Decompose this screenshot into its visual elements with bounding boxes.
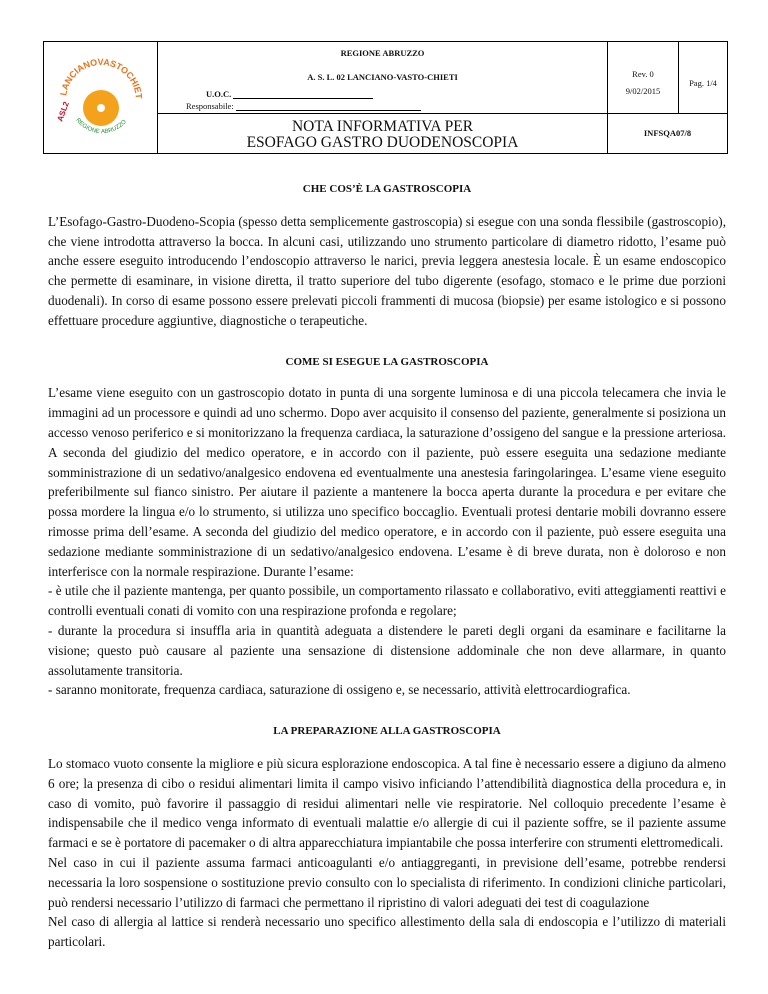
section-preparation-paragraph-1: Lo stomaco vuoto consente la migliore e più sicura esplorazione endoscopica. A tal fine è necessario essere a digiuno da almeno 6 ore; la presenza di cibo o residui alimentari limita il campo visivo inficiando l’attendibilità diagnostica della procedura e, in caso di vomito, può favorire il passaggio di residui alimentari nelle vie respiratorie. Nel colloquio precedente l’esame è indispensabile che il medico venga informato di eventuali malattie e/o allergie di cui il paziente soffre, se il paziente assume farmaci e se è portatore di pacemaker o di altra apparecchiatura impiantabile che possa interferire con strumenti elettromedicali. xyxy=(48,755,726,851)
asl-logo xyxy=(44,42,158,154)
uoc-field xyxy=(206,89,373,99)
title-line-1: NOTA INFORMATIVA PER xyxy=(291,118,474,135)
section-what-paragraph: L’Esofago-Gastro-Duodeno-Scopia (spesso detta semplicemente gastroscopia) si esegue con una sonda flessibile (gastroscopio), che viene introdotta attraverso la bocca. In alcuni casi, utilizzando uno strumento particolare di diametro ridotto, l’esame può anche essere eseguito introducendo l’endoscopio attraverso le narici, previa leggera anestesia locale. È un esame endoscopico che permette di esaminare, in visione diretta, il tratto superiore del tubo digerente (esofago, stomaco e le prime due porzioni duodenali). In corso di esame possono essere prelevati piccoli frammenti di mucosa (biopsie) per esame istologico e si possono effettuare procedure aggiuntive, diagnostiche o terapeutiche. xyxy=(48,213,726,328)
page-number: Pag. 1/4 xyxy=(689,78,717,88)
triskelion-icon xyxy=(83,90,119,126)
revision-date: 9/02/2015 xyxy=(625,86,661,96)
code-cell xyxy=(607,114,727,154)
logo-cell xyxy=(44,42,158,154)
page-cell xyxy=(679,42,727,114)
responsabile-line xyxy=(236,102,421,111)
section-how-bullet-3: - saranno monitorate, frequenza cardiaca, saturazione di ossigeno e, se necessario, attività elettrocardiografica. xyxy=(48,682,631,698)
section-heading-what: CHE COS’È LA GASTROSCOPIA xyxy=(302,183,472,195)
revision-cell xyxy=(607,42,679,114)
section-how-bullet-1: - è utile che il paziente mantenga, per quanto possibile, un comportamento rilassato e collaborativo, eviti atteggiamenti reattivi e controlli eventuali conati di vomito con una respirazione profonda e regolare; xyxy=(48,583,726,619)
section-heading-how: COME SI ESEGUE LA GASTROSCOPIA xyxy=(285,355,489,368)
uoc-line xyxy=(233,90,373,99)
section-how-paragraph: L’esame viene eseguito con un gastroscopio dotato in punta di una sorgente luminosa e di una piccola telecamera che invia le immagini ad un processore e quindi ad uno schermo. Dopo aver acquisito il consenso del paziente, generalmente si posiziona un accesso venoso periferico e si monitorizzano la frequenza cardiaca, la saturazione d’ossigeno del sangue e la pressione arteriosa. A seconda del giudizio del medico operatore, e in accordo con il paziente, può essere eseguita una sedazione mediante somministrazione di un sedativo/analgesico endovena ed eventualmente una anestesia faringolaringea. L’esame viene eseguito preferibilmente sul fianco sinistro. Per aiutare il paziente a mantenere la bocca aperta durante la procedura e per evitare che possa mordere la lingua e/o lo strumento, si utilizza uno specifico boccaglio. Eventuali protesi dentarie mobili dovranno essere rimosse prima dell’esame. A seconda del giudizio del medico operatore, e in accordo con il paziente, può essere eseguita una sedazione mediante somministrazione di un sedativo/analgesico endovena. L’esame è di breve durata, non è doloroso e non interferisce con la normale respirazione. Durante l’esame: xyxy=(48,385,726,579)
section-how-bullet-2: - durante la procedura si insuffla aria in quantità adeguata a distendere le pareti degli organi da esaminare e facilitarne la visione; questo può causare al paziente una sensazione di distensione addominale che non deve allarmare, in quanto assolutamente transitoria. xyxy=(48,622,726,678)
asl-name: A. S. L. 02 LANCIANO-VASTO-CHIETI xyxy=(307,72,458,82)
revision-number: Rev. 0 xyxy=(632,69,654,79)
responsabile-field xyxy=(186,101,421,111)
logo-text-bottom: REGIONE ABRUZZO xyxy=(74,117,128,136)
section-preparation-paragraph-2: Nel caso in cui il paziente assuma farmaci anticoagulanti e/o antiaggreganti, in previsione dell’esame, potrebbe rendersi necessaria la loro sospensione o sostituzione previo consulto con lo specialista di riferimento. In condizioni cliniche particolari, può rendersi necessario l’utilizzo di farmaci che permettano il ripristino di valori adeguati dei test di coagulazione xyxy=(48,854,726,910)
svg-text:LANCIANOVASTOCHIETI xyxy=(44,42,144,100)
responsabile-label: Responsabile: xyxy=(186,101,234,111)
region-name: REGIONE ABRUZZO xyxy=(340,48,425,58)
logo-text-left: ASL2 xyxy=(55,100,71,123)
info-cell xyxy=(158,42,607,114)
title-line-2: ESOFAGO GASTRO DUODENOSCOPIA xyxy=(246,134,519,151)
section-heading-preparation: LA PREPARAZIONE ALLA GASTROSCOPIA xyxy=(273,725,501,738)
document-header xyxy=(43,41,728,154)
uoc-label: U.O.C. xyxy=(206,89,232,99)
document-code: INFSQA07/8 xyxy=(643,128,692,138)
title-cell xyxy=(158,114,607,154)
document-title xyxy=(158,119,607,151)
section-preparation-paragraph-3: Nel caso di allergia al lattice si renderà necessario uno specifico allestimento della sala di endoscopia e l’utilizzo di materiali particolari. xyxy=(48,914,726,950)
document-body xyxy=(48,180,726,952)
logo-text-top: LANCIANOVASTOCHIET xyxy=(58,56,145,100)
